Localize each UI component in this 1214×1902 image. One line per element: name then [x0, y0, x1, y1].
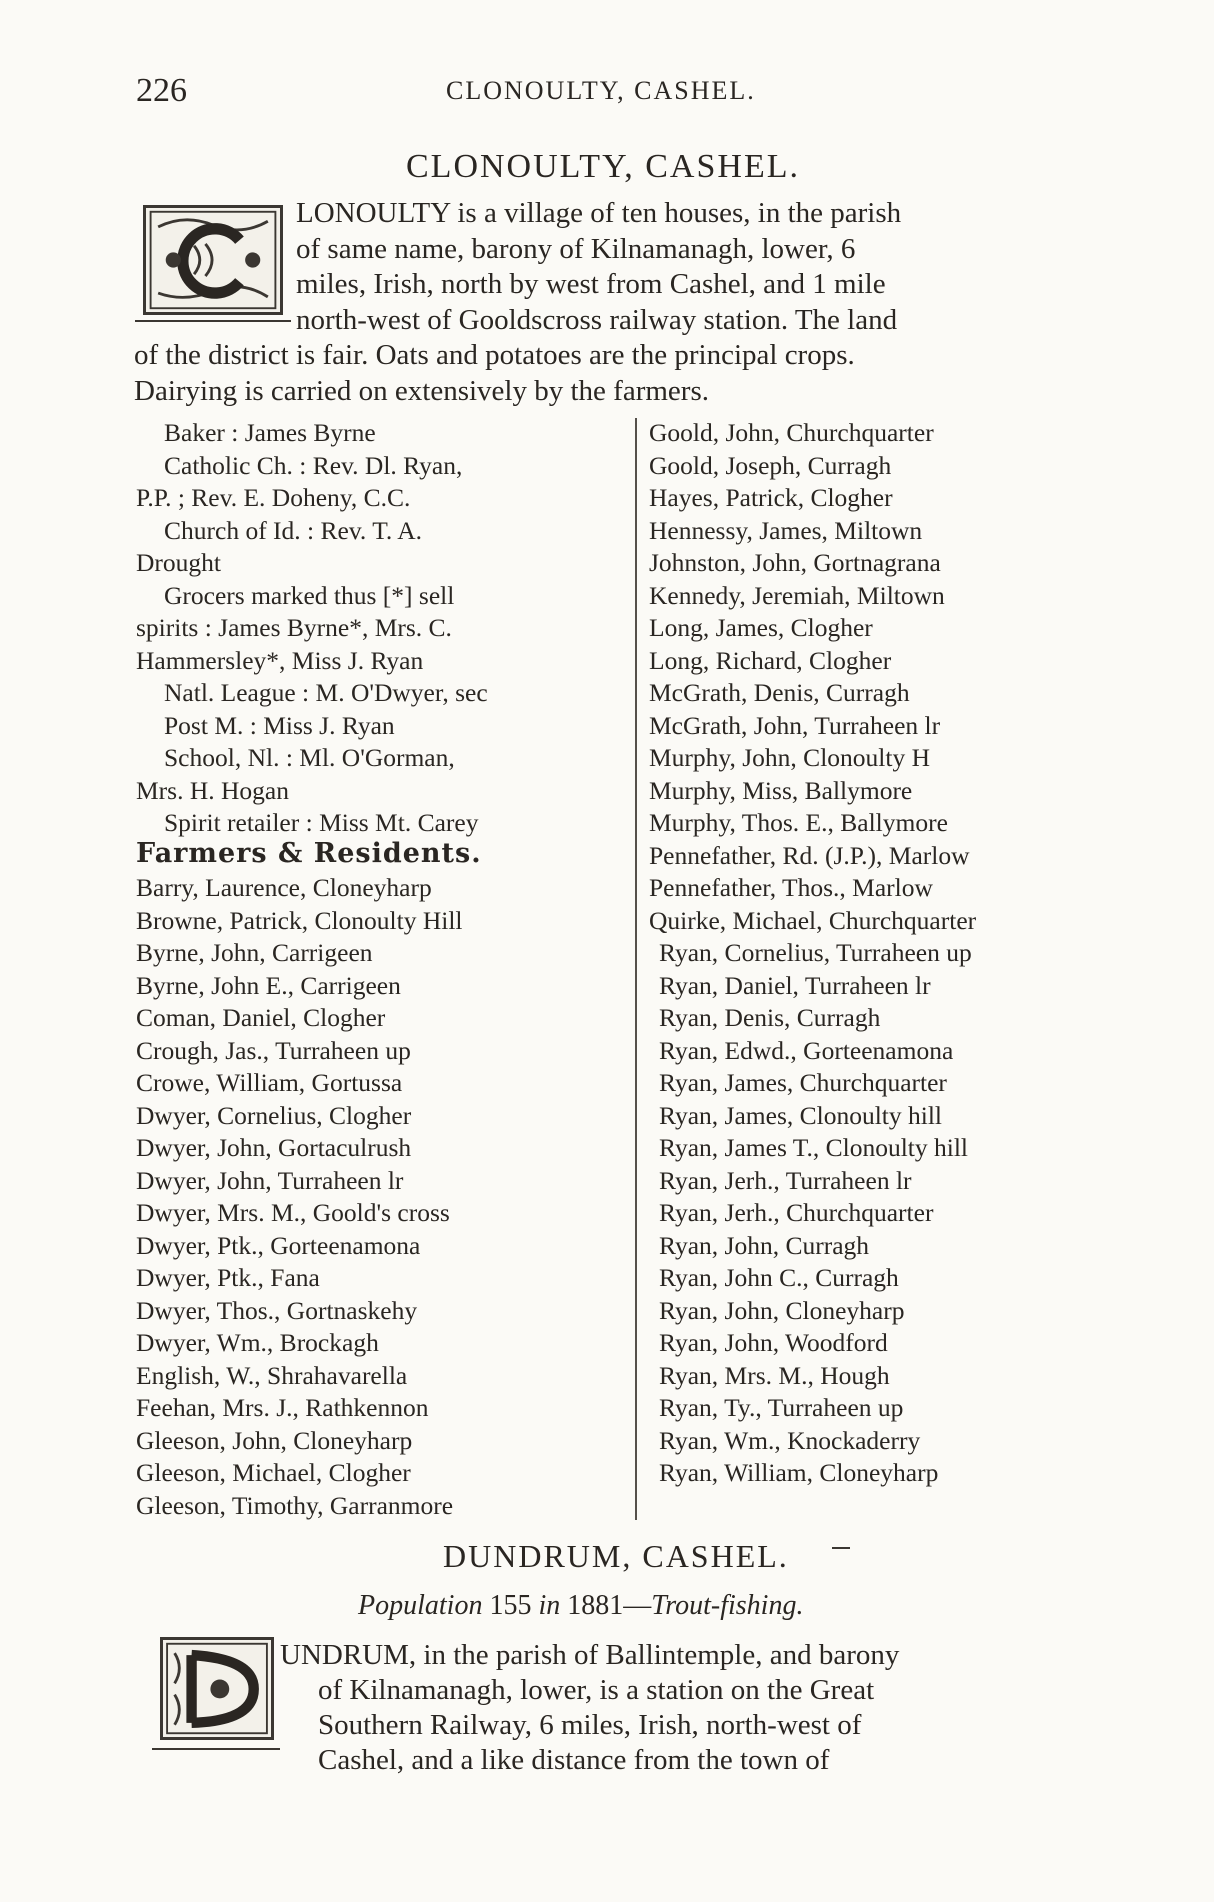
intro-line: LONOULTY is a village of ten houses, in the parish	[296, 197, 902, 229]
table-row: Ryan, Daniel, Turraheen lr	[659, 970, 931, 1000]
table-row: Ryan, Jerh., Turraheen lr	[659, 1165, 912, 1195]
list-item: Post M. : Miss J. Ryan	[164, 710, 395, 740]
table-row: Ryan, Mrs. M., Hough	[659, 1360, 890, 1390]
section-title-clonoulty: CLONOULTY, CASHEL.	[406, 148, 800, 185]
table-row: Pennefather, Rd. (J.P.), Marlow	[649, 840, 970, 870]
table-row: Dwyer, Wm., Brockagh	[136, 1328, 379, 1357]
list-item: Hammersley*, Miss J. Ryan	[136, 645, 424, 675]
table-row: Dwyer, Mrs. M., Goold's cross	[136, 1198, 450, 1227]
intro-line: miles, Irish, north by west from Cashel, and 1 mile	[296, 268, 886, 300]
table-row: Dwyer, Ptk., Fana	[136, 1263, 320, 1292]
farmers-residents-heading: Farmers & Residents.	[136, 838, 482, 869]
table-row: Dwyer, John, Turraheen lr	[136, 1165, 404, 1195]
list-item: Drought	[136, 548, 221, 577]
intro-line: of same name, barony of Kilnamanagh, lower, 6	[296, 233, 856, 265]
list-item: Church of Id. : Rev. T. A.	[164, 515, 423, 545]
population-in: in	[538, 1590, 561, 1621]
list-item: P.P. ; Rev. E. Doheny, C.C.	[136, 483, 411, 512]
table-row: Ryan, Jerh., Churchquarter	[659, 1198, 934, 1227]
table-row: McGrath, John, Turraheen lr	[649, 710, 941, 740]
table-row: Ryan, Wm., Knockaderry	[659, 1425, 921, 1455]
table-row: Byrne, John E., Carrigeen	[136, 970, 401, 1000]
table-row: Crowe, William, Gortussa	[136, 1068, 403, 1097]
table-row: Hayes, Patrick, Clogher	[649, 483, 893, 512]
table-row: Dwyer, Ptk., Gorteenamona	[136, 1230, 421, 1260]
table-row: Gleeson, Michael, Clogher	[136, 1458, 411, 1487]
table-row: Ryan, Edwd., Gorteenamona	[659, 1035, 954, 1065]
table-row: Ryan, John C., Curragh	[659, 1263, 899, 1292]
dundrum-subtitle	[358, 1590, 803, 1622]
intro-line: north-west of Gooldscross railway station. The land	[296, 304, 898, 336]
table-row: Gleeson, Timothy, Garranmore	[136, 1490, 454, 1520]
population-label: Population	[358, 1590, 483, 1621]
table-row: Dwyer, Cornelius, Clogher	[136, 1100, 412, 1130]
section-title-dundrum: DUNDRUM, CASHEL.	[443, 1538, 789, 1574]
table-row: Ryan, John, Cloneyharp	[659, 1295, 905, 1325]
table-row: Murphy, Thos. E., Ballymore	[649, 808, 948, 837]
table-row: Ryan, Ty., Turraheen up	[659, 1393, 904, 1422]
table-row: Ryan, John, Woodford	[659, 1328, 888, 1357]
intro-line: UNDRUM, in the parish of Ballintemple, and barony	[280, 1639, 900, 1671]
drop-cap-c-ornament	[143, 205, 283, 315]
column-divider	[635, 418, 637, 1520]
table-row: English, W., Shrahavarella	[136, 1360, 408, 1390]
table-row: Ryan, James T., Clonoulty hill	[659, 1133, 968, 1162]
list-item: School, Nl. : Ml. O'Gorman,	[164, 743, 455, 772]
list-item: Grocers marked thus [*] sell	[164, 580, 455, 610]
table-row: Long, James, Clogher	[649, 613, 873, 642]
population-number: 155	[489, 1590, 532, 1621]
table-row: Long, Richard, Clogher	[649, 645, 892, 675]
table-row: Browne, Patrick, Clonoulty Hill	[136, 905, 463, 935]
table-row: Ryan, Denis, Curragh	[659, 1003, 881, 1032]
table-row: Ryan, William, Cloneyharp	[659, 1458, 939, 1487]
intro-line: of the district is fair. Oats and potatoes are the principal crops.	[134, 339, 855, 371]
table-row: Quirke, Michael, Churchquarter	[649, 905, 977, 935]
list-item: spirits : James Byrne*, Mrs. C.	[136, 613, 452, 642]
intro-line: Dairying is carried on extensively by the farmers.	[134, 375, 709, 407]
table-row: Feehan, Mrs. J., Rathkennon	[136, 1393, 429, 1422]
page-number: 226	[136, 72, 187, 109]
list-item: Spirit retailer : Miss Mt. Carey	[164, 808, 479, 837]
list-item: Mrs. H. Hogan	[136, 775, 289, 805]
table-row: Barry, Laurence, Cloneyharp	[136, 873, 432, 902]
trout-fishing: Trout-fishing.	[651, 1590, 804, 1621]
table-row: Murphy, John, Clonoulty H	[649, 743, 930, 772]
table-row: Ryan, James, Churchquarter	[659, 1068, 947, 1097]
population-year: 1881—	[567, 1590, 652, 1621]
drop-cap-d-ornament	[160, 1637, 274, 1740]
table-row: Johnston, John, Gortnagrana	[649, 548, 941, 577]
table-row: Gleeson, John, Cloneyharp	[136, 1425, 413, 1455]
list-item: Catholic Ch. : Rev. Dl. Ryan,	[164, 450, 463, 480]
table-row: Coman, Daniel, Clogher	[136, 1003, 386, 1032]
intro-line: Cashel, and a like distance from the town of	[318, 1744, 830, 1776]
table-row: Byrne, John, Carrigeen	[136, 938, 373, 967]
table-row: Ryan, Cornelius, Turraheen up	[659, 938, 972, 967]
intro-line: of Kilnamanagh, lower, is a station on the Great	[318, 1674, 875, 1706]
table-row: McGrath, Denis, Curragh	[649, 678, 910, 707]
table-row: Crough, Jas., Turraheen up	[136, 1035, 411, 1065]
list-item: Natl. League : M. O'Dwyer, sec	[164, 678, 488, 707]
table-row: Dwyer, John, Gortaculrush	[136, 1133, 412, 1162]
drop-cap-underline	[152, 1748, 280, 1750]
list-item: Baker : James Byrne	[164, 418, 376, 447]
table-row: Goold, John, Churchquarter	[649, 418, 934, 447]
drop-cap-underline	[135, 320, 291, 322]
table-row: Goold, Joseph, Curragh	[649, 450, 892, 480]
table-row: Hennessy, James, Miltown	[649, 515, 923, 545]
table-row: Ryan, James, Clonoulty hill	[659, 1100, 943, 1130]
table-row: Ryan, John, Curragh	[659, 1230, 870, 1260]
intro-line: Southern Railway, 6 miles, Irish, north-west of	[318, 1709, 862, 1741]
table-row: Murphy, Miss, Ballymore	[649, 775, 913, 805]
table-row: Pennefather, Thos., Marlow	[649, 873, 933, 902]
running-header	[136, 72, 1076, 112]
title-rule	[832, 1547, 850, 1549]
table-row: Dwyer, Thos., Gortnaskehy	[136, 1295, 418, 1325]
running-title: CLONOULTY, CASHEL.	[446, 76, 756, 105]
table-row: Kennedy, Jeremiah, Miltown	[649, 580, 945, 610]
